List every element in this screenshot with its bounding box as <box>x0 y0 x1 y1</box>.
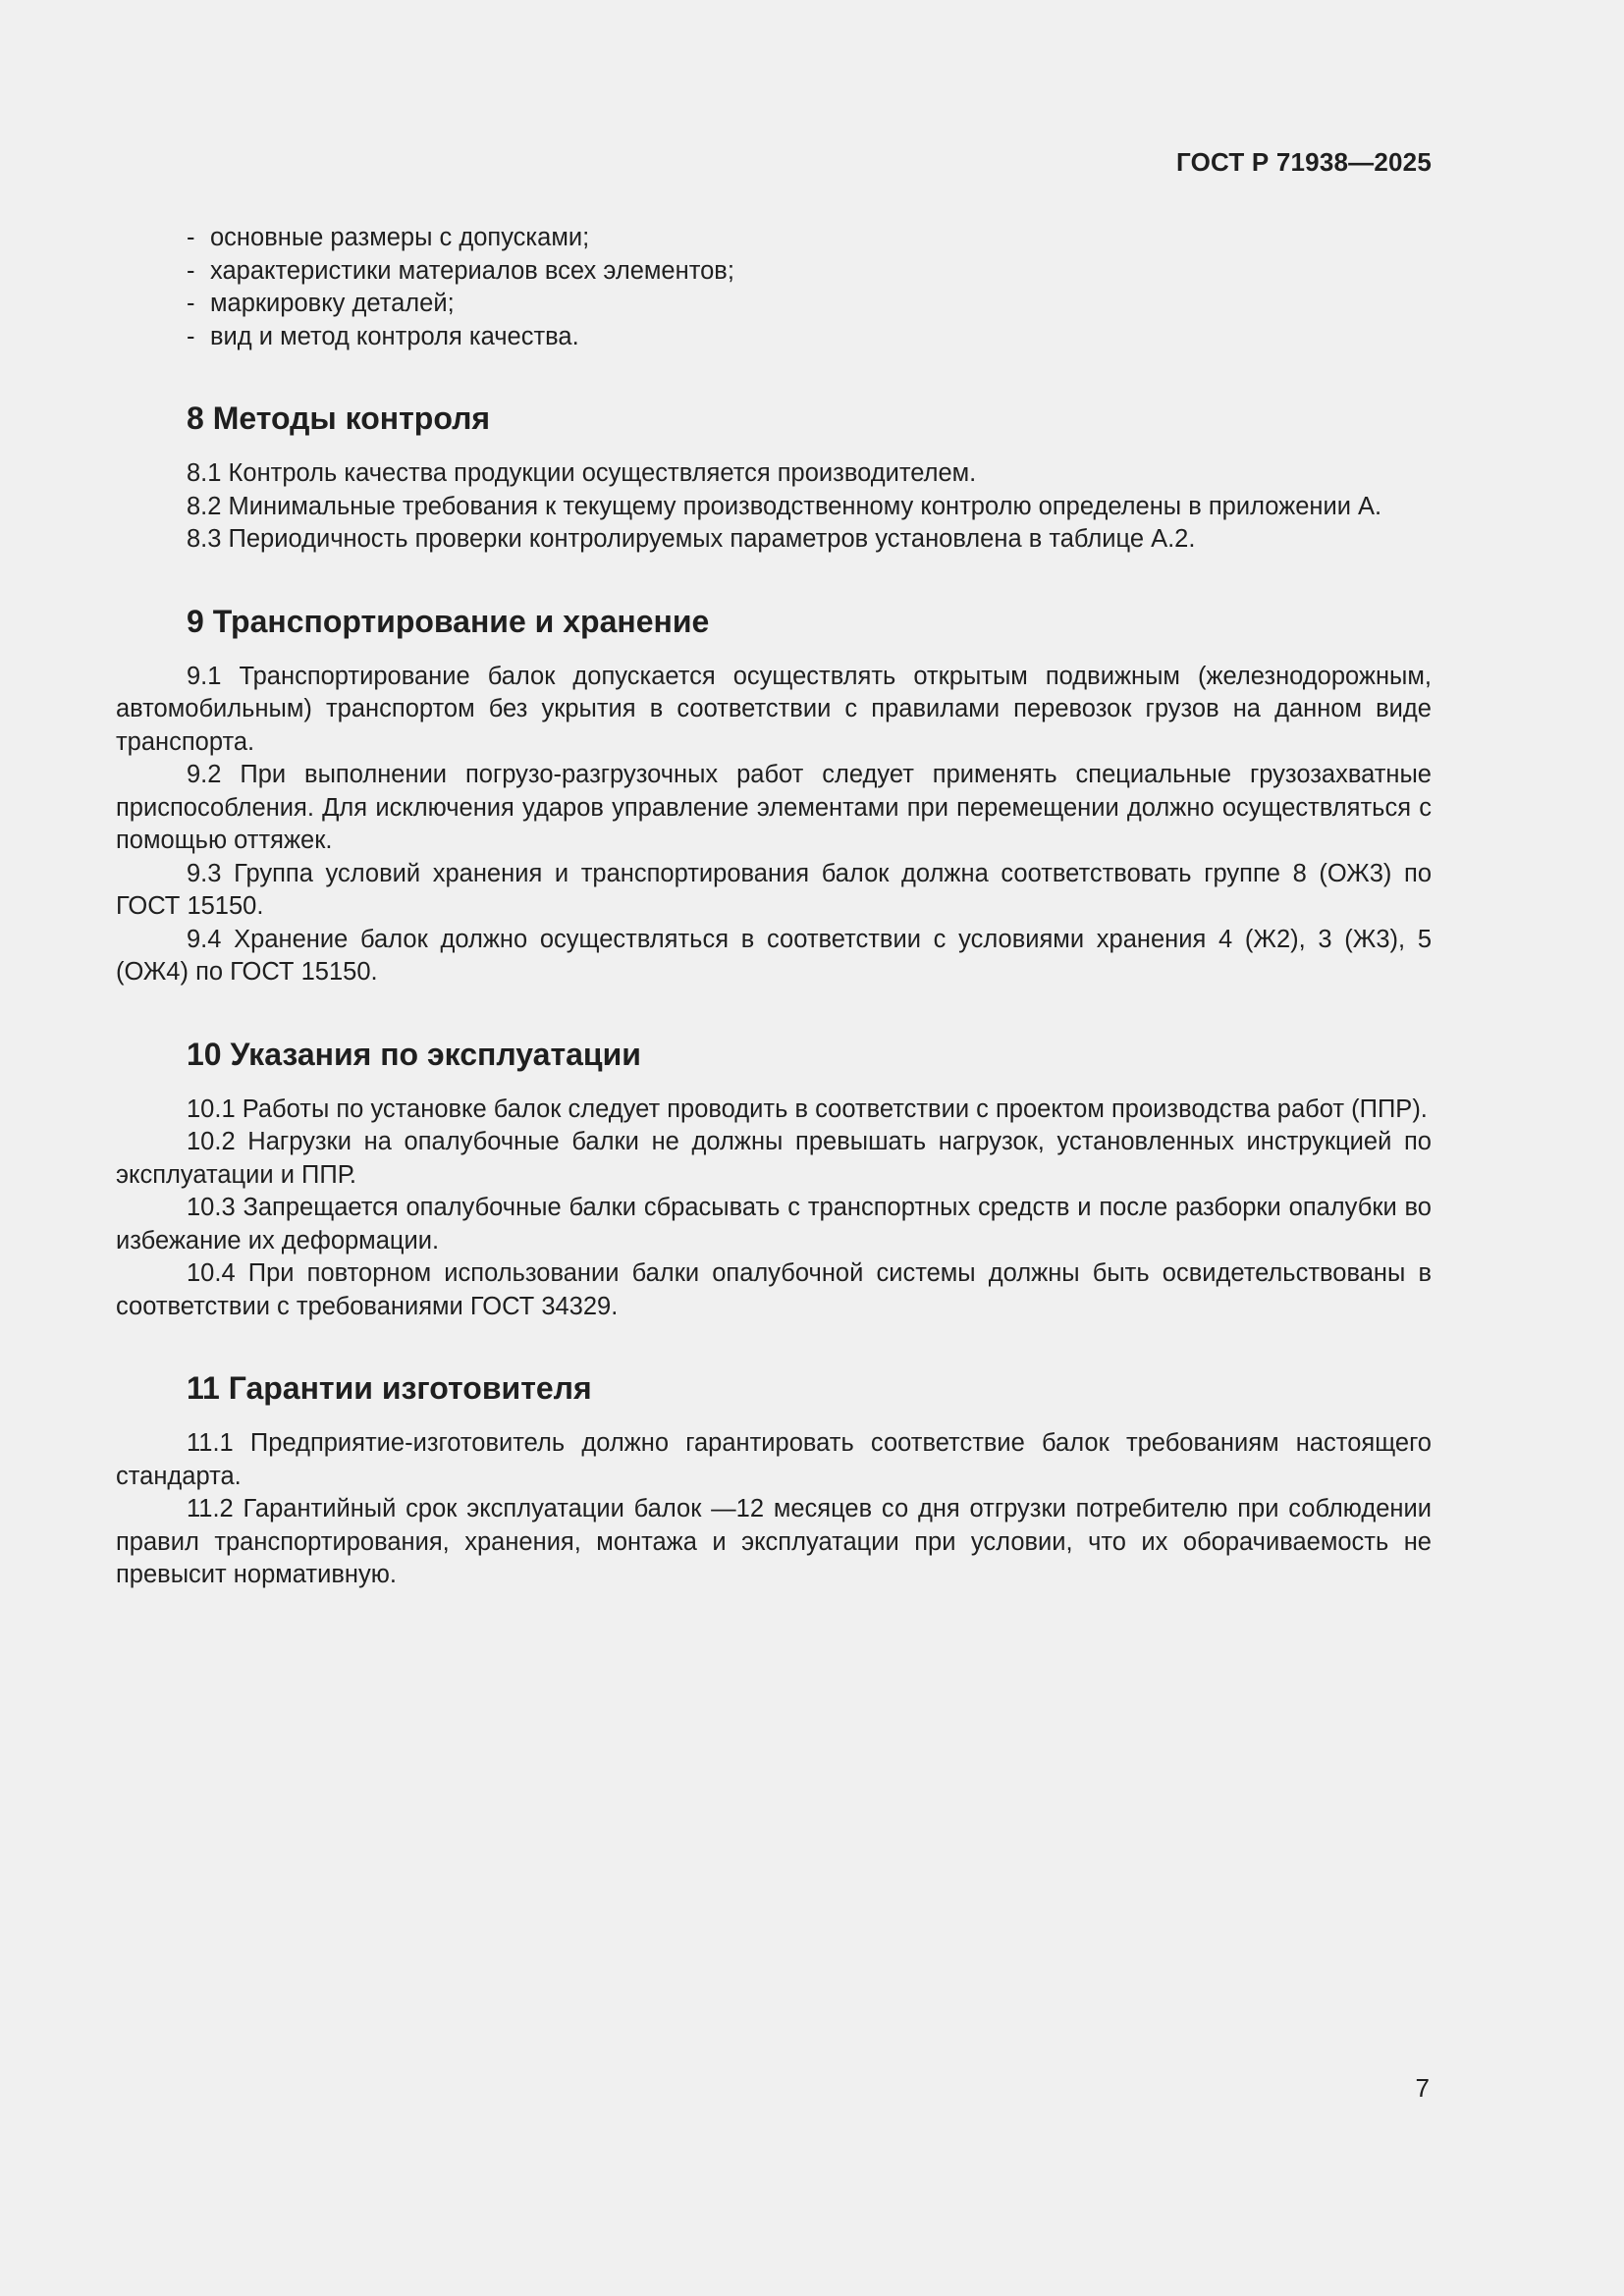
paragraph-10-3: 10.3 Запрещается опалубочные балки сбрасывать с транспортных средств и после разборки опалубки во избежание их деформации. <box>116 1194 1432 1255</box>
paragraph-8-3: 8.3 Периодичность проверки контролируемых параметров установлена в таблице А.2. <box>187 525 1196 553</box>
section-heading: 9 Транспортирование и хранение <box>187 603 710 639</box>
section-heading: 8 Методы контроля <box>187 400 491 436</box>
paragraph-10-4: 10.4 При повторном использовании балки опалубочной системы должны быть освидетельствованы в соответствии с требованиями ГОСТ 34329. <box>116 1259 1432 1320</box>
requirements-list <box>116 222 1432 353</box>
paragraph-9-1: 9.1 Транспортирование балок допускается осуществлять открытым подвижным (железнодорожным, автомобильным) транспортом без укрытия в соответствии с правилами перевозок грузов на данном виде транспорта. <box>116 662 1432 756</box>
section-9-transport-storage <box>116 602 1432 989</box>
paragraph-11-1: 11.1 Предприятие-изготовитель должно гарантировать соответствие балок требованиям настоящего стандарта. <box>116 1429 1432 1490</box>
list-item-text: характеристики материалов всех элементов; <box>210 256 734 285</box>
document-body <box>116 222 1432 1592</box>
paragraph-8-2: 8.2 Минимальные требования к текущему производственному контролю определены в приложении А. <box>187 492 1382 520</box>
paragraph-10-1: 10.1 Работы по установке балок следует проводить в соответствии с проектом производства работ (ППР). <box>187 1095 1428 1123</box>
paragraph-8-1: 8.1 Контроль качества продукции осуществляется производителем. <box>187 459 977 487</box>
paragraph-11-2: 11.2 Гарантийный срок эксплуатации балок —12 месяцев со дня отгрузки потребителю при соблюдении правил транспортирования, хранения, монтажа и эксплуатации при условии, что их оборачиваемость не превысит нормативную. <box>116 1495 1432 1588</box>
section-heading: 10 Указания по эксплуатации <box>187 1036 641 1072</box>
list-item-text: вид и метод контроля качества. <box>210 322 579 350</box>
document-code-header: ГОСТ Р 71938—2025 <box>1176 147 1432 177</box>
list-item: - характеристики материалов всех элементов; <box>187 256 734 285</box>
list-item-text: основные размеры с допусками; <box>210 224 590 251</box>
list-item-text: маркировку деталей; <box>210 290 455 317</box>
list-item: - маркировку деталей; <box>187 290 455 317</box>
paragraph-9-4: 9.4 Хранение балок должно осуществляться в соответствии с условиями хранения 4 (Ж2), 3 (Ж3), 5 (ОЖ4) по ГОСТ 15150. <box>116 925 1432 986</box>
list-item: - основные размеры с допусками; <box>187 224 590 251</box>
paragraph-10-2: 10.2 Нагрузки на опалубочные балки не должны превышать нагрузок, установленных инструкцией по эксплуатации и ППР. <box>116 1128 1432 1189</box>
paragraph-9-2: 9.2 При выполнении погрузо-разгрузочных работ следует применять специальные грузозахватные приспособления. Для исключения ударов управление элементами при перемещении должно осуществляться с помощью оттяжек. <box>116 761 1432 854</box>
paragraph-9-3: 9.3 Группа условий хранения и транспортирования балок должна соответствовать группе 8 (ОЖ3) по ГОСТ 15150. <box>116 859 1432 920</box>
page-number: 7 <box>1415 2073 1430 2103</box>
section-heading: 11 Гарантии изготовителя <box>187 1370 592 1406</box>
section-8-control-methods <box>116 399 1432 557</box>
section-10-operation-instructions <box>116 1035 1432 1324</box>
list-item: - вид и метод контроля качества. <box>187 322 579 350</box>
section-11-manufacturer-warranty <box>116 1368 1432 1592</box>
